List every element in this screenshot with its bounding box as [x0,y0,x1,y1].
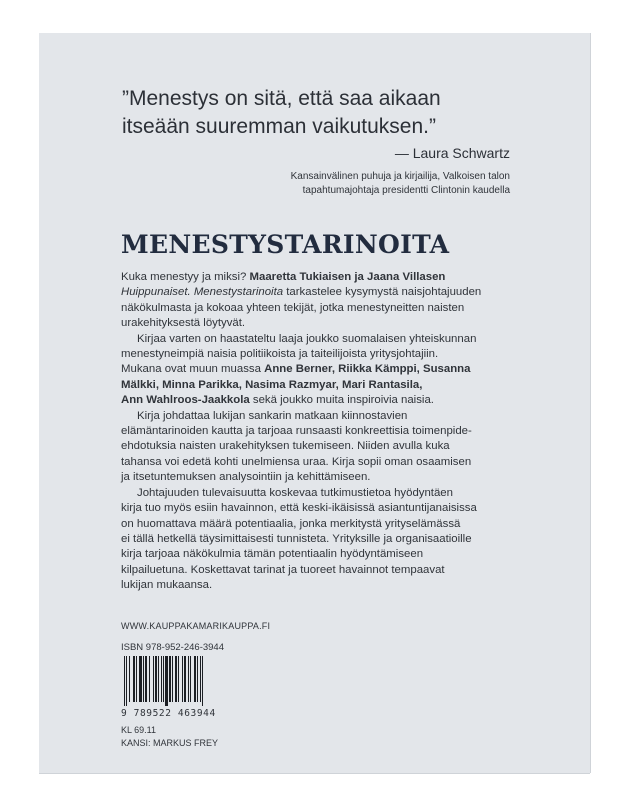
quote-author-description [291,170,510,197]
interviewee-names: Ann Wahlroos-Jaakkola [121,394,250,407]
book-title: MENESTYSTARINOITA [121,230,450,259]
blurb-text: sekä joukko muita inspiroivia naisia. [249,394,434,407]
library-classification: KL 69.11 [121,725,157,735]
blurb-p3-line-5: ja itsetuntemuksen analysointiin ja kehittämiseen. [121,471,371,484]
blurb-p3-line-2: elämäntarinoiden kautta ja tarjoaa runsaasti konkreettisia toimenpide- [121,425,472,438]
barcode-bar [172,656,173,702]
blurb-p1-line-2 [121,285,501,300]
publisher-website: WWW.KAUPPAKAMARIKAUPPA.FI [121,621,271,631]
blurb [121,270,501,594]
barcode-bar [161,656,162,702]
blurb-text: Kuka menestyy ja miksi? [121,271,250,283]
barcode-bar [194,656,196,702]
barcode-bar [175,656,177,702]
quote-author: — Laura Schwartz [394,145,510,161]
blurb-p2-line-5 [121,393,501,408]
barcode-bar [200,656,201,702]
blurb-p4-line-7: lukijan mukaansa. [121,579,213,592]
blurb-p3-line-3: ehdotuksia naisten urakehityksen tukemiseen. Niiden avulla kuka [121,440,450,453]
book-title-italic: Huippunaiset. Menestystarinoita [121,286,284,299]
quote-line-2: itseään suuremman vaikutuksen.” [122,115,436,138]
barcode-bar [149,656,150,702]
cover-credit: KANSI: MARKUS FREY [121,738,219,748]
barcode-number: 9 789522 463944 [121,708,216,719]
blurb-p1-line-4: urakehityksestä löytyvät. [121,317,246,330]
barcode-bar [139,656,142,702]
barcode-bar [184,656,186,702]
barcode-bar [124,656,125,706]
barcode-bar [197,656,198,702]
blurb-text: tarkastelee kysymystä naisjohtajuuden [283,286,482,299]
barcode-bar [153,656,154,702]
blurb-p4-line-6: kilpailuetuna. Koskettavat tarinat ja tuoreet havainnot tempaavat [121,563,445,576]
blurb-p4-line-1: Johtajuuden tulevaisuutta koskevaa tutkimustietoa hyödyntäen [137,486,453,499]
barcode-bar [190,656,191,702]
author-description-line-2: tapahtumajohtaja presidentti Clintonin kaudella [302,184,510,196]
barcode-bar [136,656,137,702]
blurb-p1-line-3: näkökulmasta ja kokoaa yhteen tekijät, jotka menestyneitten naisten [121,301,465,314]
author-description-line-1: Kansainvälinen puhuja ja kirjailija, Valkoisen talon [290,171,510,182]
barcode-bar [129,656,130,702]
barcode-bar [165,656,168,706]
blurb-p2-line-1: Kirjaa varten on haastateltu laaja joukko suomalaisen yhteiskunnan [137,332,477,345]
blurb-p1-line-1 [121,270,501,285]
barcode-bar [145,656,147,702]
interviewee-names: Mälkki, Minna Parikka, Nasima Razmyar, Mari Rantasila, [121,378,423,391]
barcode-bar [163,656,164,702]
blurb-p4-line-2: kirja tuo myös esiin havainnon, että keski-ikäisissä asiantuntijanaisissa [121,502,477,515]
quote [122,85,562,141]
blurb-p4-line-5: kirja tarjoaa näkökulmia tämän potentiaalin hyödyntämiseen [121,548,424,561]
barcode-bar [158,656,159,702]
barcode-bar [133,656,135,702]
barcode-bar [202,656,203,706]
blurb-p3-line-4: tahansa voi edetä kohti unelmiensa uraa. Kirja sopii oman osaamisen [121,455,472,468]
blurb-text: Mukana ovat muun muassa [121,363,265,376]
blurb-p2-line-4 [121,378,501,393]
blurb-p2-line-3 [121,362,501,377]
author-names: Maaretta Tukiaisen ja Jaana Villasen [249,271,446,283]
isbn: ISBN 978-952-246-3944 [121,642,224,653]
barcode-bar [126,656,127,706]
barcode [123,656,235,706]
barcode-bar [178,656,179,702]
barcode-bar [143,656,144,702]
barcode-bar [155,656,157,702]
interviewee-names: Anne Berner, Riikka Kämppi, Susanna [264,363,471,376]
barcode-bar [188,656,189,702]
barcode-bar [169,656,171,702]
blurb-p4-line-4: ei tällä hetkellä täysimittaisesti tunnisteta. Yrityksille ja organisaatioille [121,532,472,545]
blurb-p4-line-3: on huomattava määrä potentiaalia, jonka merkitystä yrityselämässä [121,517,461,530]
blurb-p3-line-1: Kirja johdattaa lukijan sankarin matkaan kiinnostavien [137,409,408,422]
barcode-bar [182,656,183,702]
quote-line-1: ”Menestys on sitä, että saa aikaan [122,87,441,110]
blurb-p2-line-2: menestyneimpiä naisia politiikoista ja taiteilijoista yritysjohtajiin. [121,348,439,361]
